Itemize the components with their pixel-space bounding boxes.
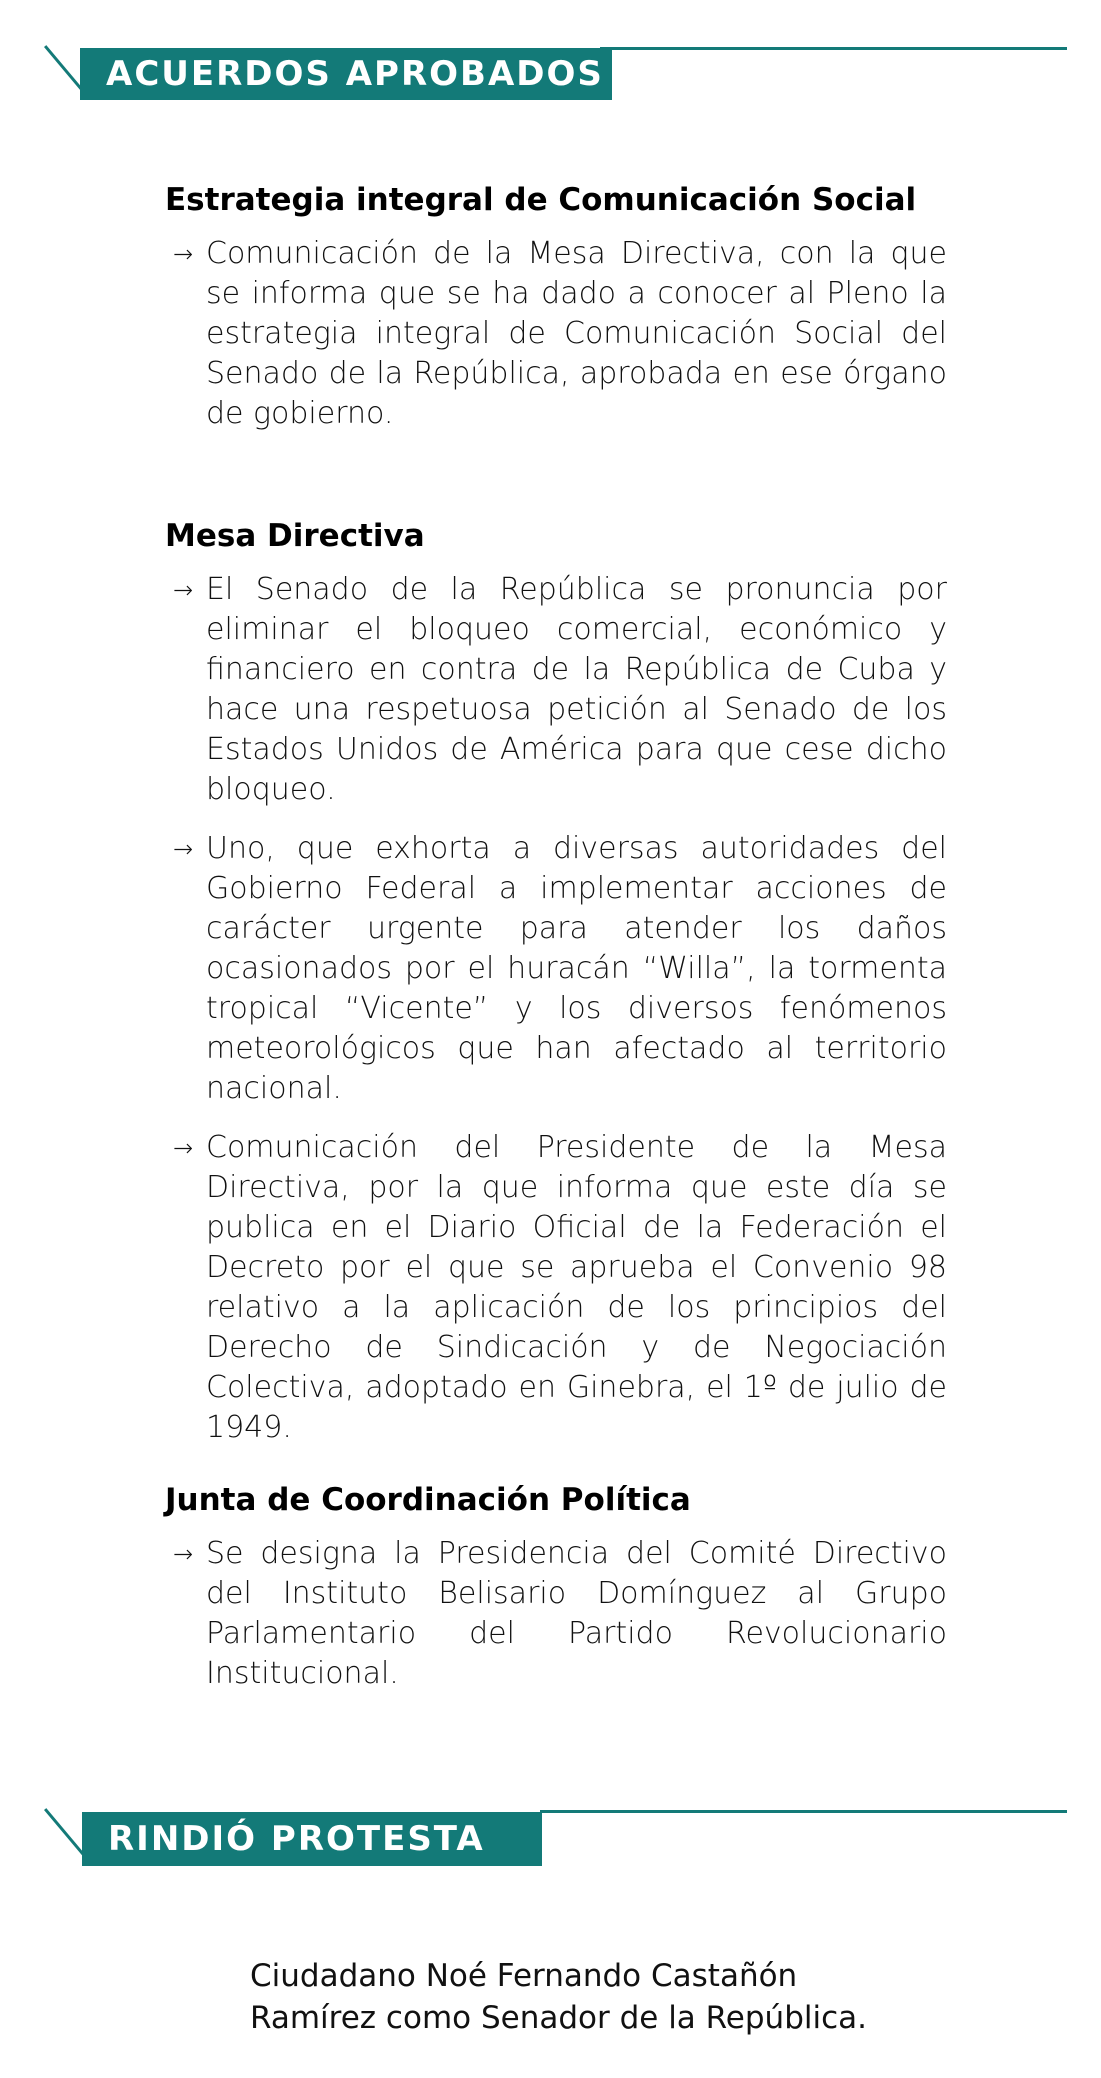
section-title: Junta de Coordinación Política	[165, 1482, 691, 1518]
section-comunicacion-social	[165, 180, 947, 453]
banner-title: ACUERDOS APROBADOS	[80, 48, 612, 100]
banner-rindio-protesta	[0, 1808, 1101, 1898]
banner-rule	[600, 47, 1067, 50]
banner-acuerdos-aprobados	[0, 45, 1101, 135]
item-list	[165, 570, 947, 1448]
list-item	[165, 234, 947, 434]
banner-rule	[540, 1810, 1067, 1813]
item-list	[165, 234, 947, 434]
banner-slash	[44, 1808, 87, 1859]
arrow-icon: →	[173, 240, 194, 268]
item-text: Se designa la Presidencia del Comité Directivo del Instituto Belisario Domínguez al Grupo Parlamentario del Partido Revolucionario Institucional.	[206, 1536, 947, 1691]
item-text: Uno, que exhorta a diversas autoridades del Gobierno Federal a implementar acciones de carácter urgente para atender los daños ocasionados por el huracán “Willa”, la tormenta tropical “Vicente” y los diversos fenómenos meteorológicos que han afectado al territorio nacional.	[206, 831, 947, 1106]
oath-text	[250, 1955, 950, 2039]
section-junta-coordinacion	[165, 1480, 947, 1713]
item-text: Comunicación de la Mesa Directiva, con la que se informa que se ha dado a conocer al Pleno la estrategia integral de Comunicación Social del Senado de la República, aprobada en ese órgano de gobierno.	[206, 236, 947, 431]
list-item	[165, 829, 947, 1109]
oath-line: Ramírez como Senador de la República.	[250, 2000, 868, 2036]
oath-line: Ciudadano Noé Fernando Castañón	[250, 1958, 798, 1994]
section-title: Estrategia integral de Comunicación Social	[165, 182, 917, 218]
arrow-icon: →	[173, 576, 194, 604]
item-text: Comunicación del Presidente de la Mesa Directiva, por la que informa que este día se publica en el Diario Oficial de la Federación el Decreto por el que se aprueba el Convenio 98 relativo a la aplicación de los principios del Derecho de Sindicación y de Negociación Colectiva, adoptado en Ginebra, el 1º de julio de 1949.	[206, 1130, 947, 1445]
list-item	[165, 1534, 947, 1694]
arrow-icon: →	[173, 1134, 194, 1162]
arrow-icon: →	[173, 835, 194, 863]
item-list	[165, 1534, 947, 1694]
section-title: Mesa Directiva	[165, 518, 425, 554]
list-item	[165, 570, 947, 810]
item-text: El Senado de la República se pronuncia por eliminar el bloqueo comercial, económico y financiero en contra de la República de Cuba y hace una respetuosa petición al Senado de los Estados Unidos de América para que cese dicho bloqueo.	[206, 572, 947, 807]
banner-title: RINDIÓ PROTESTA	[82, 1812, 542, 1866]
section-mesa-directiva	[165, 516, 947, 1467]
list-item	[165, 1128, 947, 1448]
arrow-icon: →	[173, 1540, 194, 1568]
